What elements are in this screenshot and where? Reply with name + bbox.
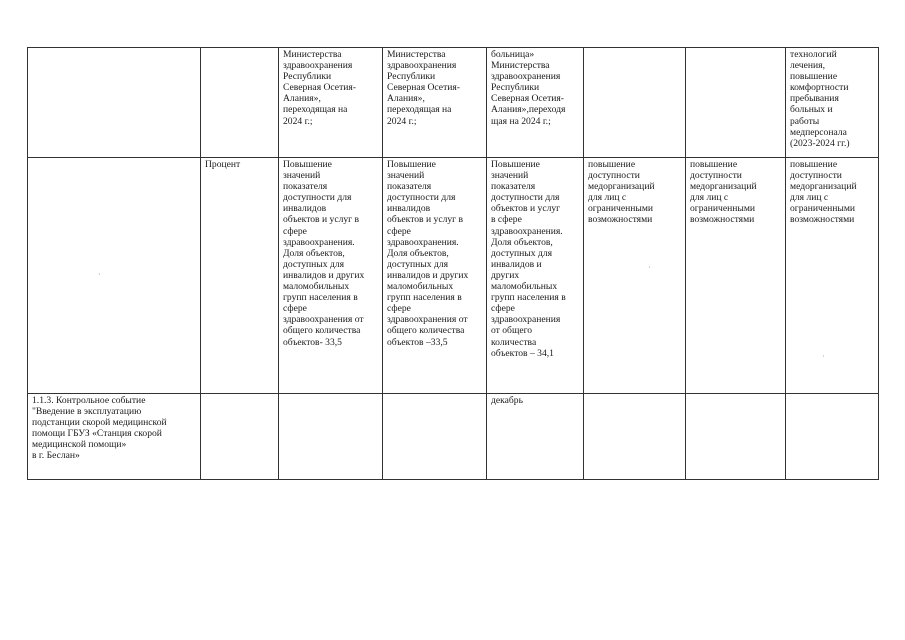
table-cell <box>686 158 786 394</box>
table-cell <box>383 394 487 480</box>
table-cell <box>279 158 383 394</box>
row-percent <box>28 158 879 394</box>
cell-text: технологий лечения, повышение комфортности пребывания больных и работы медперсонала (2023-2024 гг.) <box>790 49 850 149</box>
cell-text: Повышение значений показателя доступности для инвалидов объектов и услуг в сфере здравоохранения. Доля объектов, доступных для инвалидов и других маломобильных групп населения в сфере здравоохранения от общего количества объектов –33,5 <box>387 159 469 348</box>
table-cell <box>383 158 487 394</box>
row-continuation <box>28 48 879 158</box>
table-cell <box>28 394 201 480</box>
cell-text: повышение доступности медорганизаций для лиц с ограниченными возможностями <box>790 159 857 226</box>
scan-speck: · <box>648 263 651 272</box>
table-cell <box>383 48 487 158</box>
cell-text: повышение доступности медорганизаций для лиц с ограниченными возможностями <box>690 159 757 226</box>
table-cell <box>686 48 786 158</box>
table-cell <box>786 48 879 158</box>
cell-text: Процент <box>205 159 241 170</box>
cell-text: Министерства здравоохранения Республики Северная Осетия- Алания», переходящая на 2024 г.; <box>283 49 357 127</box>
table-cell <box>201 158 279 394</box>
scan-speck: · <box>822 352 825 361</box>
cell-text: Повышение значений показателя доступности для объектов и услуг в сфере здравоохранения. Доля объектов, доступных для инвалидов и других маломобильных групп населения в сфере здравоохранения от общего количества объектов – 34,1 <box>491 159 566 359</box>
table-cell <box>201 48 279 158</box>
table-cell <box>584 394 686 480</box>
cell-text: Повышение значений показателя доступности для инвалидов объектов и услуг в сфере здравоохранения. Доля объектов, доступных для инвалидов и других маломобильных групп населения в сфере здравоохранения от общего количества объектов- 33,5 <box>283 159 365 348</box>
table-cell <box>487 394 584 480</box>
table-cell <box>28 48 201 158</box>
table-cell <box>279 394 383 480</box>
cell-text: Министерства здравоохранения Республики Северная Осетия- Алания», переходящая на 2024 г.; <box>387 49 461 127</box>
table-cell <box>686 394 786 480</box>
table-cell <box>786 394 879 480</box>
row-control-event <box>28 394 879 480</box>
cell-text: декабрь <box>491 395 523 406</box>
table-cell <box>487 158 584 394</box>
table-cell <box>584 48 686 158</box>
table-cell <box>279 48 383 158</box>
table-cell <box>487 48 584 158</box>
table-cell <box>28 158 201 394</box>
cell-text: повышение доступности медорганизаций для лиц с ограниченными возможностями <box>588 159 655 226</box>
scan-speck: · <box>98 270 101 279</box>
table-cell <box>584 158 686 394</box>
table-cell <box>201 394 279 480</box>
cell-text: больница» Министерства здравоохранения Республики Северная Осетия- Алания»,переходя щая на 2024 г.; <box>491 49 566 127</box>
table-body <box>28 48 879 480</box>
document-table <box>27 47 879 480</box>
table-cell <box>786 158 879 394</box>
cell-text: 1.1.3. Контрольное событие "Введение в эксплуатацию подстанции скорой медицинской помощи ГБУЗ «Станция скорой медицинской помощи» в г. Беслан» <box>32 395 167 462</box>
